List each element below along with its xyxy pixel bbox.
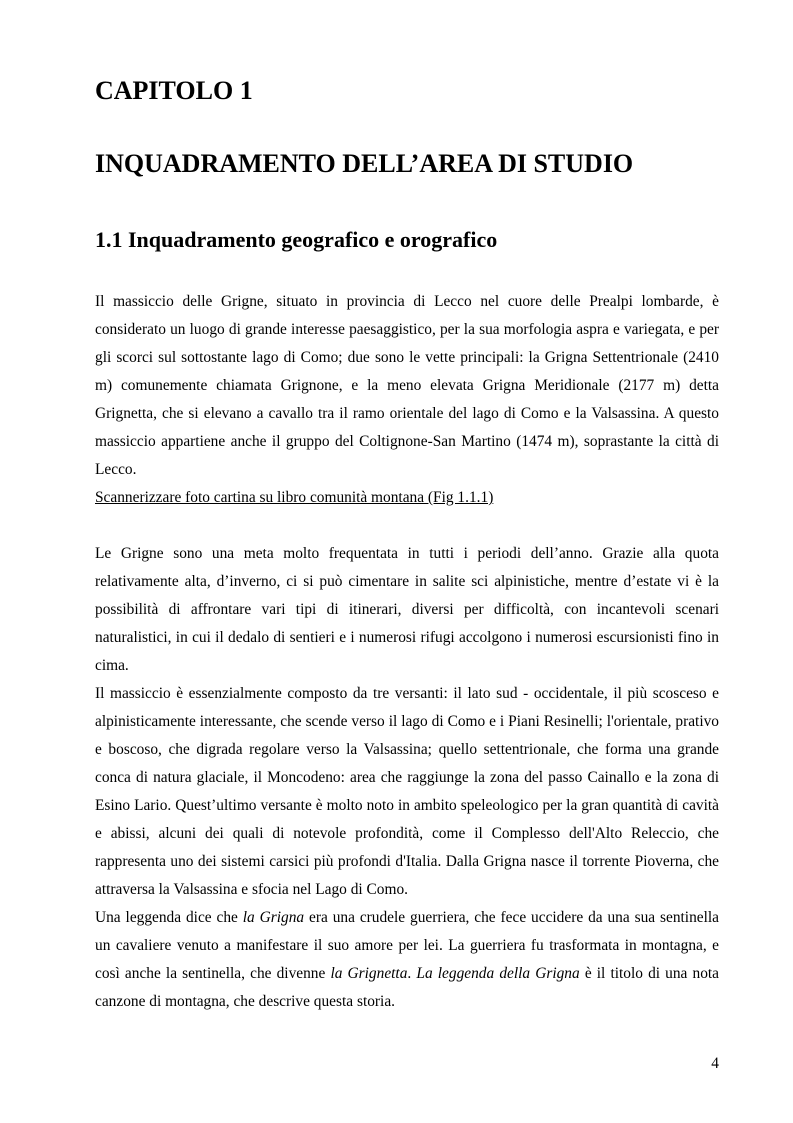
paragraph-3: Il massiccio è essenzialmente composto da tre versanti: il lato sud - occidentale, il più scosceso e alpinisticamente interessante, che scende verso il lago di Como e i Piani Resinelli; l'orientale, prativo e boscoso, che digrada regolare verso la Valsassina; quello settentrionale, che forma una grande conca di natura glaciale, il Moncodeno: area che raggiunge la zona del passo Cainallo e la zona di Esino Lario. Quest’ultimo versante è molto noto in ambito speleologico per la gran quantità di cavità e abissi, alcuni dei quali di notevole profondità, come il Complesso dell'Alto Releccio, che rappresenta uno dei sistemi carsici più profondi d'Italia. Dalla Grigna nasce il torrente Pioverna, che attraversa la Valsassina e sfocia nel Lago di Como.: [95, 685, 719, 898]
paragraph-2: Le Grigne sono una meta molto frequentata in tutti i periodi dell’anno. Grazie alla quota relativamente alta, d’inverno, ci si può cimentare in salite sci alpinistiche, mentre d’estate vi è la possibilità di affrontare vari tipi di itinerari, diversi per difficoltà, con incantevoli scenari naturalistici, in cui il dedalo di sentieri e i numerosi rifugi accolgono i numerosi escursionisti fino in cima.: [95, 545, 719, 674]
body-text: [95, 288, 719, 1016]
paragraph-4-text-1: Una leggenda dice che: [95, 909, 243, 926]
chapter-label: CAPITOLO 1: [95, 76, 253, 105]
paragraph-gap: [95, 512, 719, 540]
paragraph-4-text-3: .: [407, 965, 417, 982]
paragraph-4-text-4: è il titolo di una nota canzone di montagna, che descrive questa storia.: [95, 965, 720, 1010]
figure-note: Scannerizzare foto cartina su libro comunità montana (Fig 1.1.1): [95, 489, 494, 506]
paragraph-4-italic-3: La leggenda della Grigna: [416, 965, 580, 982]
page-number: 4: [711, 1055, 719, 1072]
paragraph-4: [95, 904, 719, 1016]
section-heading: 1.1 Inquadramento geografico e orografico: [95, 227, 498, 252]
paragraph-4-italic-2: la Grignetta: [330, 965, 408, 982]
paragraph-4-italic-1: la Grigna: [242, 909, 305, 926]
paragraph-1: Il massiccio delle Grigne, situato in provincia di Lecco nel cuore delle Prealpi lombarde, è considerato un luogo di grande interesse paesaggistico, per la sua morfologia aspra e variegata, e per gli scorci sul sottostante lago di Como; due sono le vette principali: la Grigna Settentrionale (2410 m) comunemente chiamata Grignone, e la meno elevata Grigna Meridionale (2177 m) detta Grignetta, che si elevano a cavallo tra il ramo orientale del lago di Como e la Valsassina. A questo massiccio appartiene anche il gruppo del Coltignone-San Martino (1474 m), soprastante la città di Lecco.: [95, 293, 719, 478]
paragraph-4-text-2: era una crudele guerriera, che fece uccidere da una sua sentinella un cavaliere venuto a manifestare il suo amore per lei. La guerriera fu trasformata in montagna, e così anche la sentinella, che divenne: [95, 909, 719, 982]
chapter-title: INQUADRAMENTO DELL’AREA DI STUDIO: [95, 149, 634, 178]
